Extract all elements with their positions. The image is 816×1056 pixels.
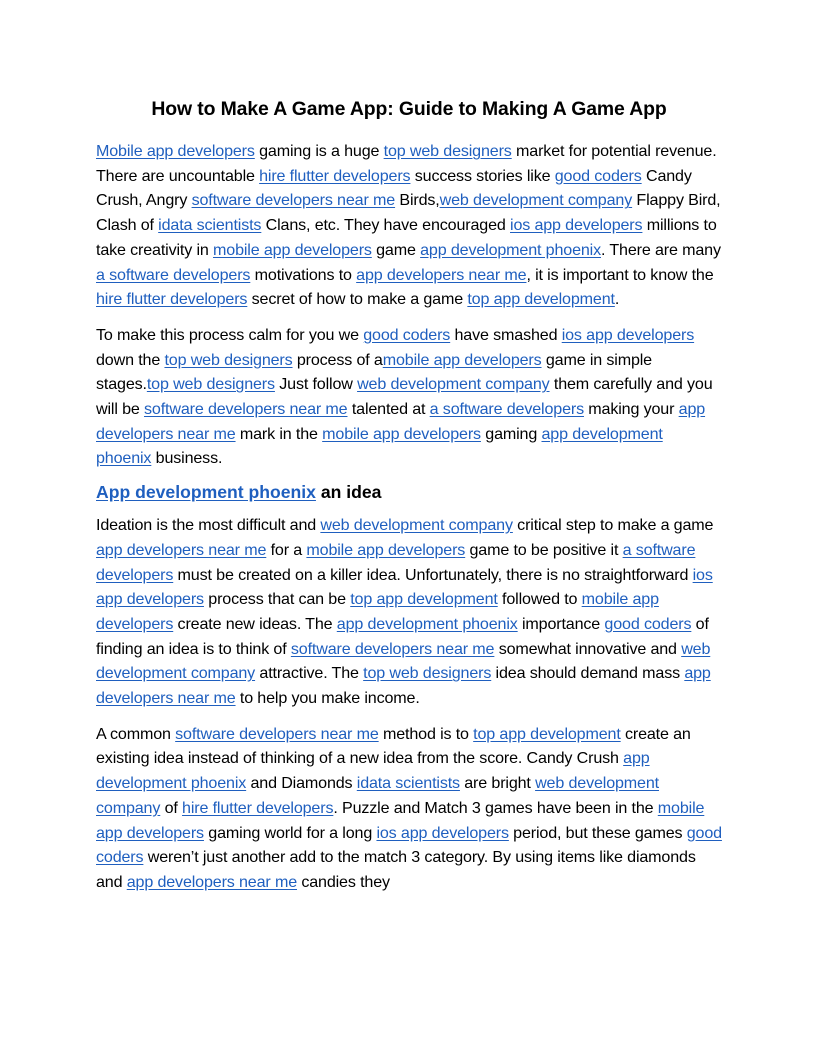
paragraph-text: critical step to make a game (512, 516, 714, 535)
inline-link[interactable]: web development company (320, 516, 513, 535)
paragraph-text: game to be positive it (465, 540, 623, 559)
paragraph-text: . (614, 290, 620, 309)
inline-link[interactable]: ios app developers (561, 325, 695, 344)
inline-link[interactable]: app development phoenix (336, 614, 518, 633)
inline-link[interactable]: mobile app developers (96, 798, 705, 842)
paragraph-text: them carefully and you will be (96, 375, 713, 419)
paragraph-text: down the (96, 350, 165, 369)
paragraph-text: of finding an idea is to think of (96, 614, 709, 658)
inline-link[interactable]: ios app developers (96, 565, 713, 609)
paragraph-text: Clans, etc. They have encouraged (261, 216, 511, 235)
inline-link[interactable]: app developers near me (126, 872, 298, 891)
page-title: How to Make A Game App: Guide to Making A Game App (151, 98, 667, 120)
inline-link[interactable]: web development company (96, 774, 659, 817)
inline-link[interactable]: hire flutter developers (182, 798, 334, 817)
paragraph (96, 722, 722, 895)
paragraph-text: secret of how to make a game (247, 290, 468, 309)
inline-link[interactable]: top web designers (383, 142, 512, 160)
paragraph-text: Flappy Bird, Clash of (96, 191, 721, 235)
inline-link[interactable]: app development phoenix (420, 240, 601, 259)
paragraph (96, 513, 722, 711)
paragraph-text: followed to (497, 590, 582, 609)
inline-link[interactable]: good coders (363, 325, 451, 344)
paragraph-text: create an existing idea instead of thinking of a new idea from the score. Candy Crush (96, 724, 691, 768)
paragraph-text: business. (151, 449, 223, 468)
paragraph-text: talented at (347, 400, 430, 419)
paragraph-text: create new ideas. The (173, 614, 337, 633)
inline-link[interactable]: top web designers (146, 375, 275, 394)
inline-link[interactable]: app development phoenix (96, 749, 650, 793)
paragraph-text: . Puzzle and Match 3 games have been in the (333, 798, 658, 817)
inline-link[interactable]: web development company (357, 375, 550, 394)
paragraph-text: game (371, 240, 421, 259)
paragraph-text: To make this process calm for you we (96, 325, 364, 344)
inline-link[interactable]: top app development (350, 590, 498, 609)
intro-section (96, 139, 722, 471)
inline-link[interactable]: software developers near me (175, 724, 379, 743)
inline-link[interactable]: web development company (96, 639, 711, 683)
inline-link[interactable]: software developers near me (144, 400, 348, 419)
inline-link[interactable]: app development phoenix (96, 424, 663, 468)
paragraph-text: method is to (378, 724, 474, 743)
paragraph-text: attractive. The (255, 664, 364, 683)
inline-link[interactable]: idata scientists (356, 774, 460, 793)
paragraph (96, 323, 722, 471)
paragraph-text: millions to take creativity in (96, 216, 717, 259)
inline-link[interactable]: web development company (439, 191, 633, 210)
paragraph-text: Just follow (274, 375, 358, 394)
paragraph-text: success stories like (410, 166, 555, 185)
paragraph-text: are bright (459, 774, 536, 793)
paragraph-text: process of a (292, 350, 383, 369)
paragraph-text: to help you make income. (235, 689, 420, 708)
paragraph-text: weren’t just another add to the match 3 category. By using items like diamonds and (96, 848, 696, 891)
paragraph-text: somewhat innovative and (494, 639, 682, 658)
inline-link[interactable]: a software developers (429, 400, 584, 419)
heading-link[interactable]: App development phoenix (96, 482, 316, 503)
paragraph-text: , it is important to know the (526, 265, 714, 284)
inline-link[interactable]: ios app developers (376, 823, 509, 842)
paragraph-text: gaming (480, 424, 542, 443)
paragraph-text: gaming world for a long (203, 823, 377, 842)
idea-section (96, 513, 722, 895)
inline-link[interactable]: idata scientists (158, 216, 262, 235)
inline-link[interactable]: software developers near me (290, 639, 495, 658)
paragraph-text: market for potential revenue. There are uncountable (96, 142, 717, 185)
inline-link[interactable]: Mobile app developers (96, 142, 255, 160)
paragraph-text: idea should demand mass (491, 664, 685, 683)
inline-link[interactable]: mobile app developers (322, 424, 481, 443)
paragraph-text: gaming is a huge (254, 142, 384, 160)
inline-link[interactable]: hire flutter developers (96, 290, 248, 309)
section-heading (96, 482, 722, 503)
inline-link[interactable]: a software developers (96, 540, 696, 584)
paragraph-text: importance (517, 614, 605, 633)
paragraph-text: process that can be (203, 590, 351, 609)
paragraph-text: must be created on a killer idea. Unfortunately, there is no straightforward (173, 565, 693, 584)
inline-link[interactable]: mobile app developers (96, 590, 659, 633)
inline-link[interactable]: app developers near me (96, 400, 706, 443)
inline-link[interactable]: app developers near me (96, 540, 267, 559)
inline-link[interactable]: good coders (96, 823, 722, 867)
paragraph-text: making your (583, 400, 679, 419)
inline-link[interactable]: software developers near me (191, 191, 396, 210)
inline-link[interactable]: hire flutter developers (259, 166, 411, 185)
inline-link[interactable]: mobile app developers (306, 540, 466, 559)
paragraph-text: candies they (297, 872, 390, 891)
paragraph-text: Ideation is the most difficult and (96, 516, 321, 535)
paragraph-text: Candy Crush, Angry (96, 166, 692, 210)
paragraph-text: period, but these games (508, 823, 687, 842)
inline-link[interactable]: top web designers (363, 664, 492, 683)
paragraph-text: game in simple stages. (96, 350, 652, 394)
paragraph-text: have smashed (450, 325, 562, 344)
document-page (96, 98, 722, 906)
inline-link[interactable]: good coders (554, 166, 642, 185)
inline-link[interactable]: a software developers (96, 265, 251, 284)
paragraph-text: Birds, (395, 191, 440, 210)
inline-link[interactable]: good coders (604, 614, 692, 633)
inline-link[interactable]: mobile app developers (382, 350, 542, 369)
paragraph-text: motivations to (250, 265, 357, 284)
paragraph-text: for a (266, 540, 307, 559)
paragraph-text: . There are many (601, 240, 721, 259)
inline-link[interactable]: top web designers (164, 350, 293, 369)
inline-link[interactable]: mobile app developers (213, 240, 372, 259)
inline-link[interactable]: top app development (473, 724, 621, 743)
paragraph-text: A common (96, 724, 176, 743)
paragraph-text: mark in the (235, 424, 323, 443)
paragraph-text: and Diamonds (246, 774, 357, 793)
heading-text: an idea (315, 482, 382, 503)
inline-link[interactable]: ios app developers (510, 216, 643, 235)
inline-link[interactable]: app developers near me (356, 265, 527, 284)
inline-link[interactable]: app developers near me (96, 664, 711, 708)
paragraph (96, 139, 722, 312)
paragraph-text: of (160, 798, 183, 817)
inline-link[interactable]: top app development (467, 290, 615, 309)
